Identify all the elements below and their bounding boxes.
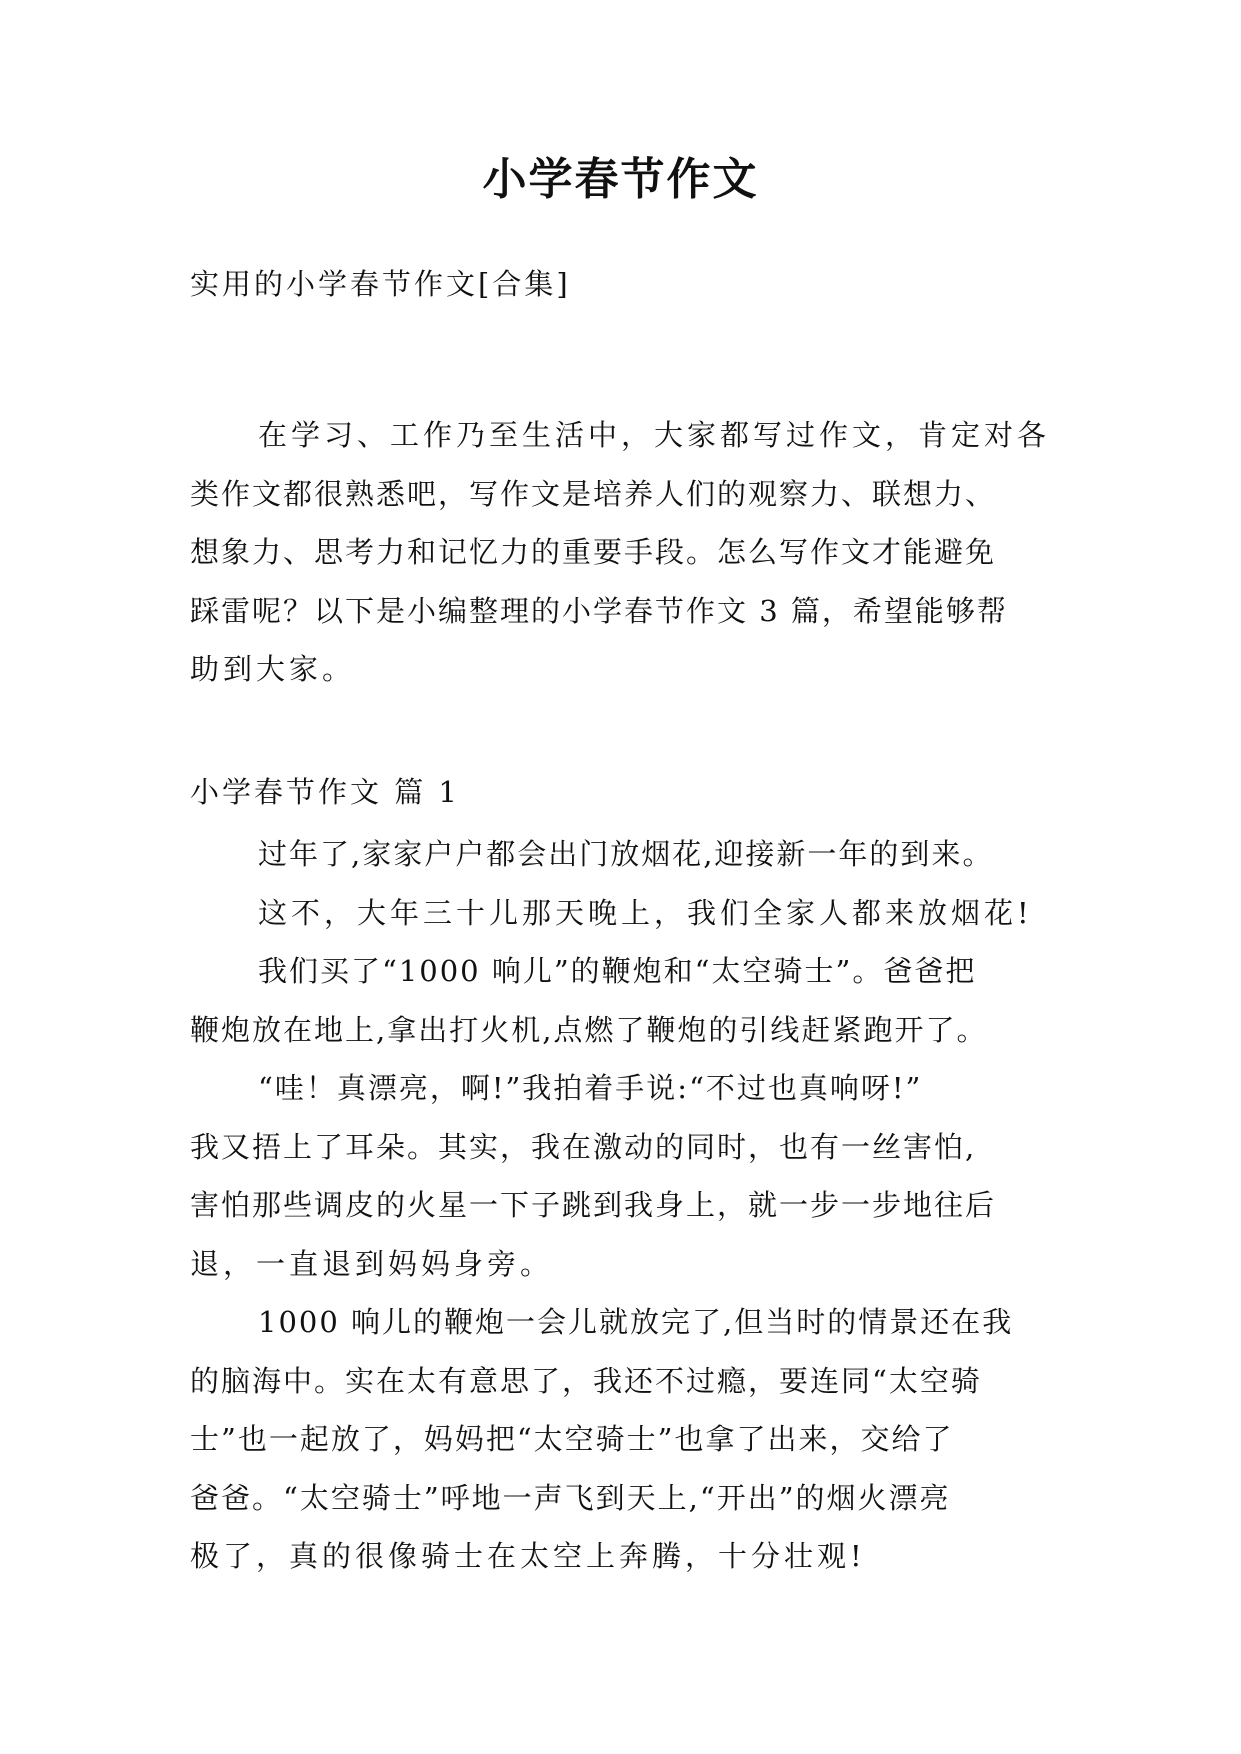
intro-line: 类作文都很熟悉吧，写作文是培养人们的观察力、联想力、 — [190, 476, 997, 511]
body-line: 害怕那些调皮的火星一下子跳到我身上，就一步一步地往后 — [190, 1188, 997, 1222]
intro-paragraph — [190, 406, 1060, 699]
intro-line: 想象力、思考力和记忆力的重要手段。怎么写作文才能避免 — [190, 535, 997, 569]
intro-line: 助到大家。 — [190, 652, 356, 686]
section-heading: 小学春节作文 篇 1 — [190, 775, 460, 809]
intro-line: 在学习、工作乃至生活中，大家都写过作文，肯定对各 — [258, 418, 1051, 452]
body-line: 1000 响儿的鞭炮一会儿就放完了,但当时的情景还在我 — [258, 1305, 1014, 1339]
body-line: 我们买了“1000 响儿”的鞭炮和“太空骑士”。爸爸把 — [258, 954, 977, 988]
intro-line: 踩雷呢？以下是小编整理的小学春节作文 3 篇，希望能够帮 — [190, 593, 1008, 628]
document-title: 小学春节作文 — [482, 154, 759, 205]
essay-body — [190, 825, 1060, 1586]
body-line: 爸爸。“太空骑士”呼地一声飞到天上,“开出”的烟火漂亮 — [190, 1480, 951, 1515]
body-line: 士”也一起放了，妈妈把“太空骑士”也拿了出来，交给了 — [190, 1422, 954, 1456]
body-line: 的脑海中。实在太有意思了，我还不过瘾，要连同“太空骑 — [190, 1363, 982, 1398]
body-line: 极了，真的很像骑士在太空上奔腾，十分壮观! — [190, 1539, 866, 1573]
body-line: 退，一直退到妈妈身旁。 — [190, 1246, 554, 1281]
body-line: “哇！真漂亮，啊!”我拍着手说:“不过也真响呀!” — [258, 1071, 923, 1105]
body-line: 我又捂上了耳朵。其实，我在激动的同时，也有一丝害怕, — [190, 1129, 977, 1164]
document-subtitle: 实用的小学春节作文[合集] — [190, 267, 571, 301]
body-line: 鞭炮放在地上,拿出打火机,点燃了鞭炮的引线赶紧跑开了。 — [190, 1012, 988, 1047]
body-line: 过年了,家家户户都会出门放烟花,迎接新一年的到来。 — [258, 837, 994, 871]
body-line: 这不，大年三十儿那天晚上，我们全家人都来放烟花! — [258, 895, 1033, 930]
